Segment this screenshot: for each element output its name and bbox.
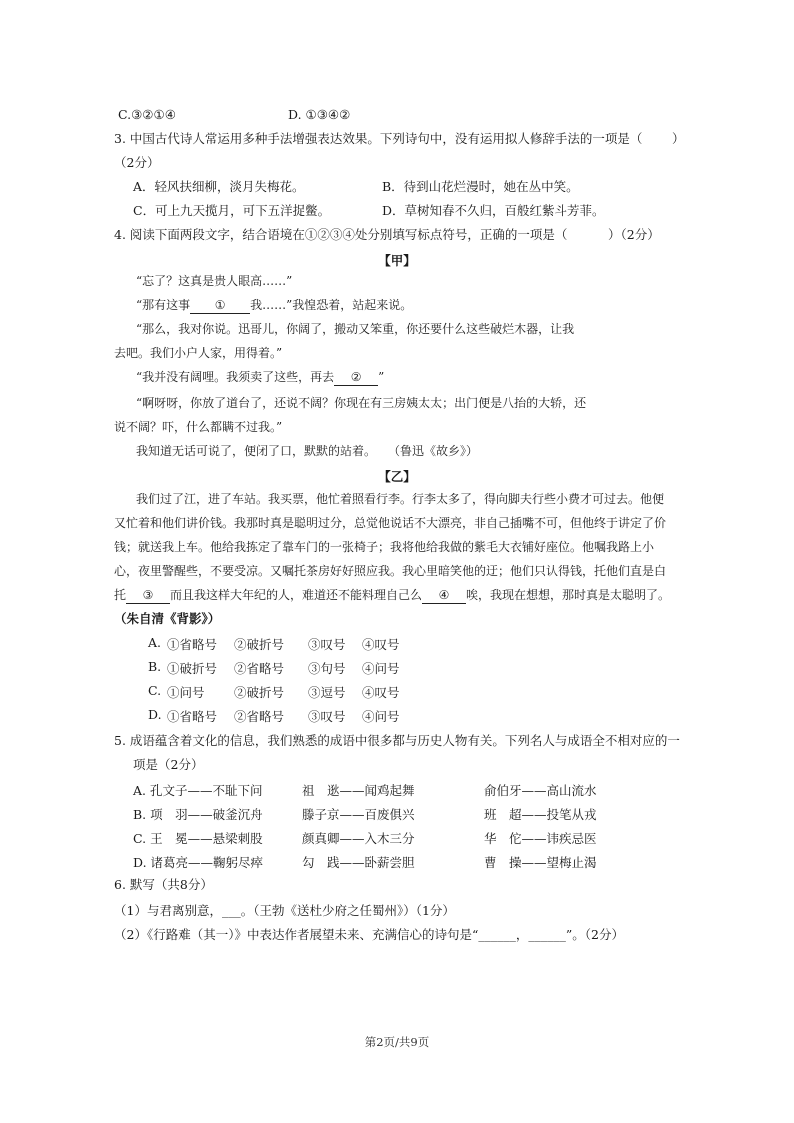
jia-line-4: 去吧。我们小户人家，用得着。” <box>114 346 283 360</box>
jia-line-2b: 我……”我惶恐着，站起来说。 <box>250 298 413 312</box>
q4-a-letter: A. <box>148 635 162 650</box>
jia-line-3: “那么，我对你说。迅哥儿，你阔了，搬动又笨重，你还要什么这些破烂木器，让我 <box>136 322 575 336</box>
q6-title: 6. 默写（共8分） <box>114 877 213 892</box>
q4-c-o3: ③逗号 <box>308 685 346 700</box>
jia-line-5 <box>136 369 384 386</box>
blank-4: ④ <box>422 587 466 604</box>
q5-d-c2: 勾 践——卧薪尝胆 <box>302 855 415 870</box>
q5-stem: 5. 成语蕴含着文化的信息，我们熟悉的成语中很多都与历史人物有关。下列名人与成语全不相对应的一 <box>114 733 680 748</box>
q4-b-o2: ②省略号 <box>234 661 285 676</box>
q5-stem-2: 项是（2分） <box>133 757 204 772</box>
q5-b-c1: B. 项 羽——破釜沉舟 <box>133 807 263 822</box>
q4-a-o2: ②破折号 <box>234 637 285 652</box>
jia-line-5b: ” <box>378 370 385 384</box>
yi-line-5b: 而且我这样大年纪的人，难道还不能料理自己么 <box>170 588 423 602</box>
q2-option-d: D. ①③④② <box>288 107 351 122</box>
yi-line-1: 我们过了江，进了车站。我买票，他忙着照看行李。行李太多了，得向脚夫行些小费才可过去。他便 <box>136 492 665 506</box>
q6-item-1: （1）与君离别意，___。（王勃《送杜少府之任蜀州》）（1分） <box>114 903 455 918</box>
q3-option-a: A．轻风扶细柳，淡月失梅花。 <box>133 179 305 194</box>
q3-stem-text: 3. 中国古代诗人常运用多种手法增强表达效果。下列诗句中，没有运用拟人修辞手法的一项是（ <box>114 131 643 146</box>
q3-option-c: C．可上九天揽月，可下五洋捉鳖。 <box>133 203 331 218</box>
q3-stem <box>114 131 642 147</box>
jia-line-1: “忘了？这真是贵人眼高……” <box>136 274 293 288</box>
jia-line-6: “啊呀呀，你放了道台了，还说不阔？你现在有三房姨太太；出门便是八抬的大轿，还 <box>136 396 587 410</box>
q5-c-c2: 颜真卿——入木三分 <box>302 831 415 846</box>
q4-close: ）（2分） <box>608 227 660 242</box>
yi-line-4: 心，夜里警醒些，不要受凉。又嘱托茶房好好照应我。我心里暗笑他的迂；他们只认得钱，托他们直是白 <box>114 564 667 578</box>
q3-close-paren: ） <box>672 131 685 146</box>
q5-c-c3: 华 佗——讳疾忌医 <box>484 831 597 846</box>
blank-2: ② <box>334 369 378 386</box>
q5-a-c3: 俞伯牙——高山流水 <box>484 783 597 798</box>
page-number: 第2页/共9页 <box>364 1035 430 1049</box>
yi-line-2: 又忙着和他们讲价钱。我那时真是聪明过分，总觉他说话不大漂亮，非自己插嘴不可，但他终于讲定了价 <box>114 516 667 530</box>
q5-a-c2: 祖 逖——闻鸡起舞 <box>302 783 415 798</box>
q4-c-o1: ①问号 <box>167 685 205 700</box>
q4-a-o4: ④叹号 <box>362 637 400 652</box>
jia-line-2 <box>136 297 412 314</box>
q4-c-letter: C. <box>148 683 162 698</box>
yi-line-5 <box>114 587 670 604</box>
jia-heading: 【甲】 <box>378 253 416 268</box>
q4-a-o3: ③叹号 <box>308 637 346 652</box>
q4-d-letter: D. <box>148 707 162 722</box>
jia-line-7: 说不阔？吓，什么都瞒不过我。” <box>114 420 283 434</box>
q4-a-o1: ①省略号 <box>167 637 218 652</box>
q4-b-letter: B. <box>148 659 162 674</box>
q4-stem: 4. 阅读下面两段文字，结合语境在①②③④处分别填写标点符号，正确的一项是（ <box>114 227 568 242</box>
q5-c-c1: C. 王 冕——悬梁刺股 <box>133 831 263 846</box>
q4-d-o1: ①省略号 <box>167 709 218 724</box>
jia-line-8: 我知道无话可说了，便闭了口，默默的站着。 （鲁迅《故乡》） <box>136 444 479 458</box>
yi-line-5a: 托 <box>114 588 127 602</box>
blank-1: ① <box>190 297 250 314</box>
q5-d-c1: D. 诸葛亮——鞠躬尽瘁 <box>133 855 264 870</box>
q4-d-o4: ④问号 <box>362 709 400 724</box>
q3-score: （2分） <box>114 155 160 170</box>
jia-line-5a: “我并没有阔哩。我须卖了这些，再去 <box>136 370 335 384</box>
q4-d-o3: ③叹号 <box>308 709 346 724</box>
jia-line-2a: “那有这事 <box>136 298 191 312</box>
q4-c-o2: ②破折号 <box>234 685 285 700</box>
q5-a-c1: A. 孔文子——不耻下问 <box>133 783 263 798</box>
q2-option-c: C.③②①④ <box>118 107 176 122</box>
blank-3: ③ <box>126 587 170 604</box>
q4-b-o3: ③句号 <box>308 661 346 676</box>
q6-item-2: （2）《行路难（其一）》中表达作者展望未来、充满信心的诗句是“______，______”。（2分） <box>114 927 624 942</box>
q3-option-b: B．待到山花烂漫时，她在丛中笑。 <box>382 179 579 194</box>
q4-d-o2: ②省略号 <box>234 709 285 724</box>
yi-line-3: 钱；就送我上车。他给我拣定了靠车门的一张椅子；我将他给我做的紫毛大衣铺好座位。他嘱我路上小 <box>114 540 655 554</box>
q4-c-o4: ④叹号 <box>362 685 400 700</box>
yi-source: （朱自清《背影》） <box>114 611 221 626</box>
yi-heading: 【乙】 <box>378 469 416 484</box>
q4-b-o1: ①破折号 <box>167 661 218 676</box>
q5-b-c2: 滕子京——百废俱兴 <box>302 807 415 822</box>
q5-d-c3: 曹 操——望梅止渴 <box>484 855 597 870</box>
q4-b-o4: ④问号 <box>362 661 400 676</box>
q3-option-d: D．草树知春不久归，百般红紫斗芳菲。 <box>382 203 605 218</box>
yi-line-5c: 唉，我现在想想，那时真是太聪明了。 <box>466 588 671 602</box>
q5-b-c3: 班 超——投笔从戎 <box>484 807 597 822</box>
